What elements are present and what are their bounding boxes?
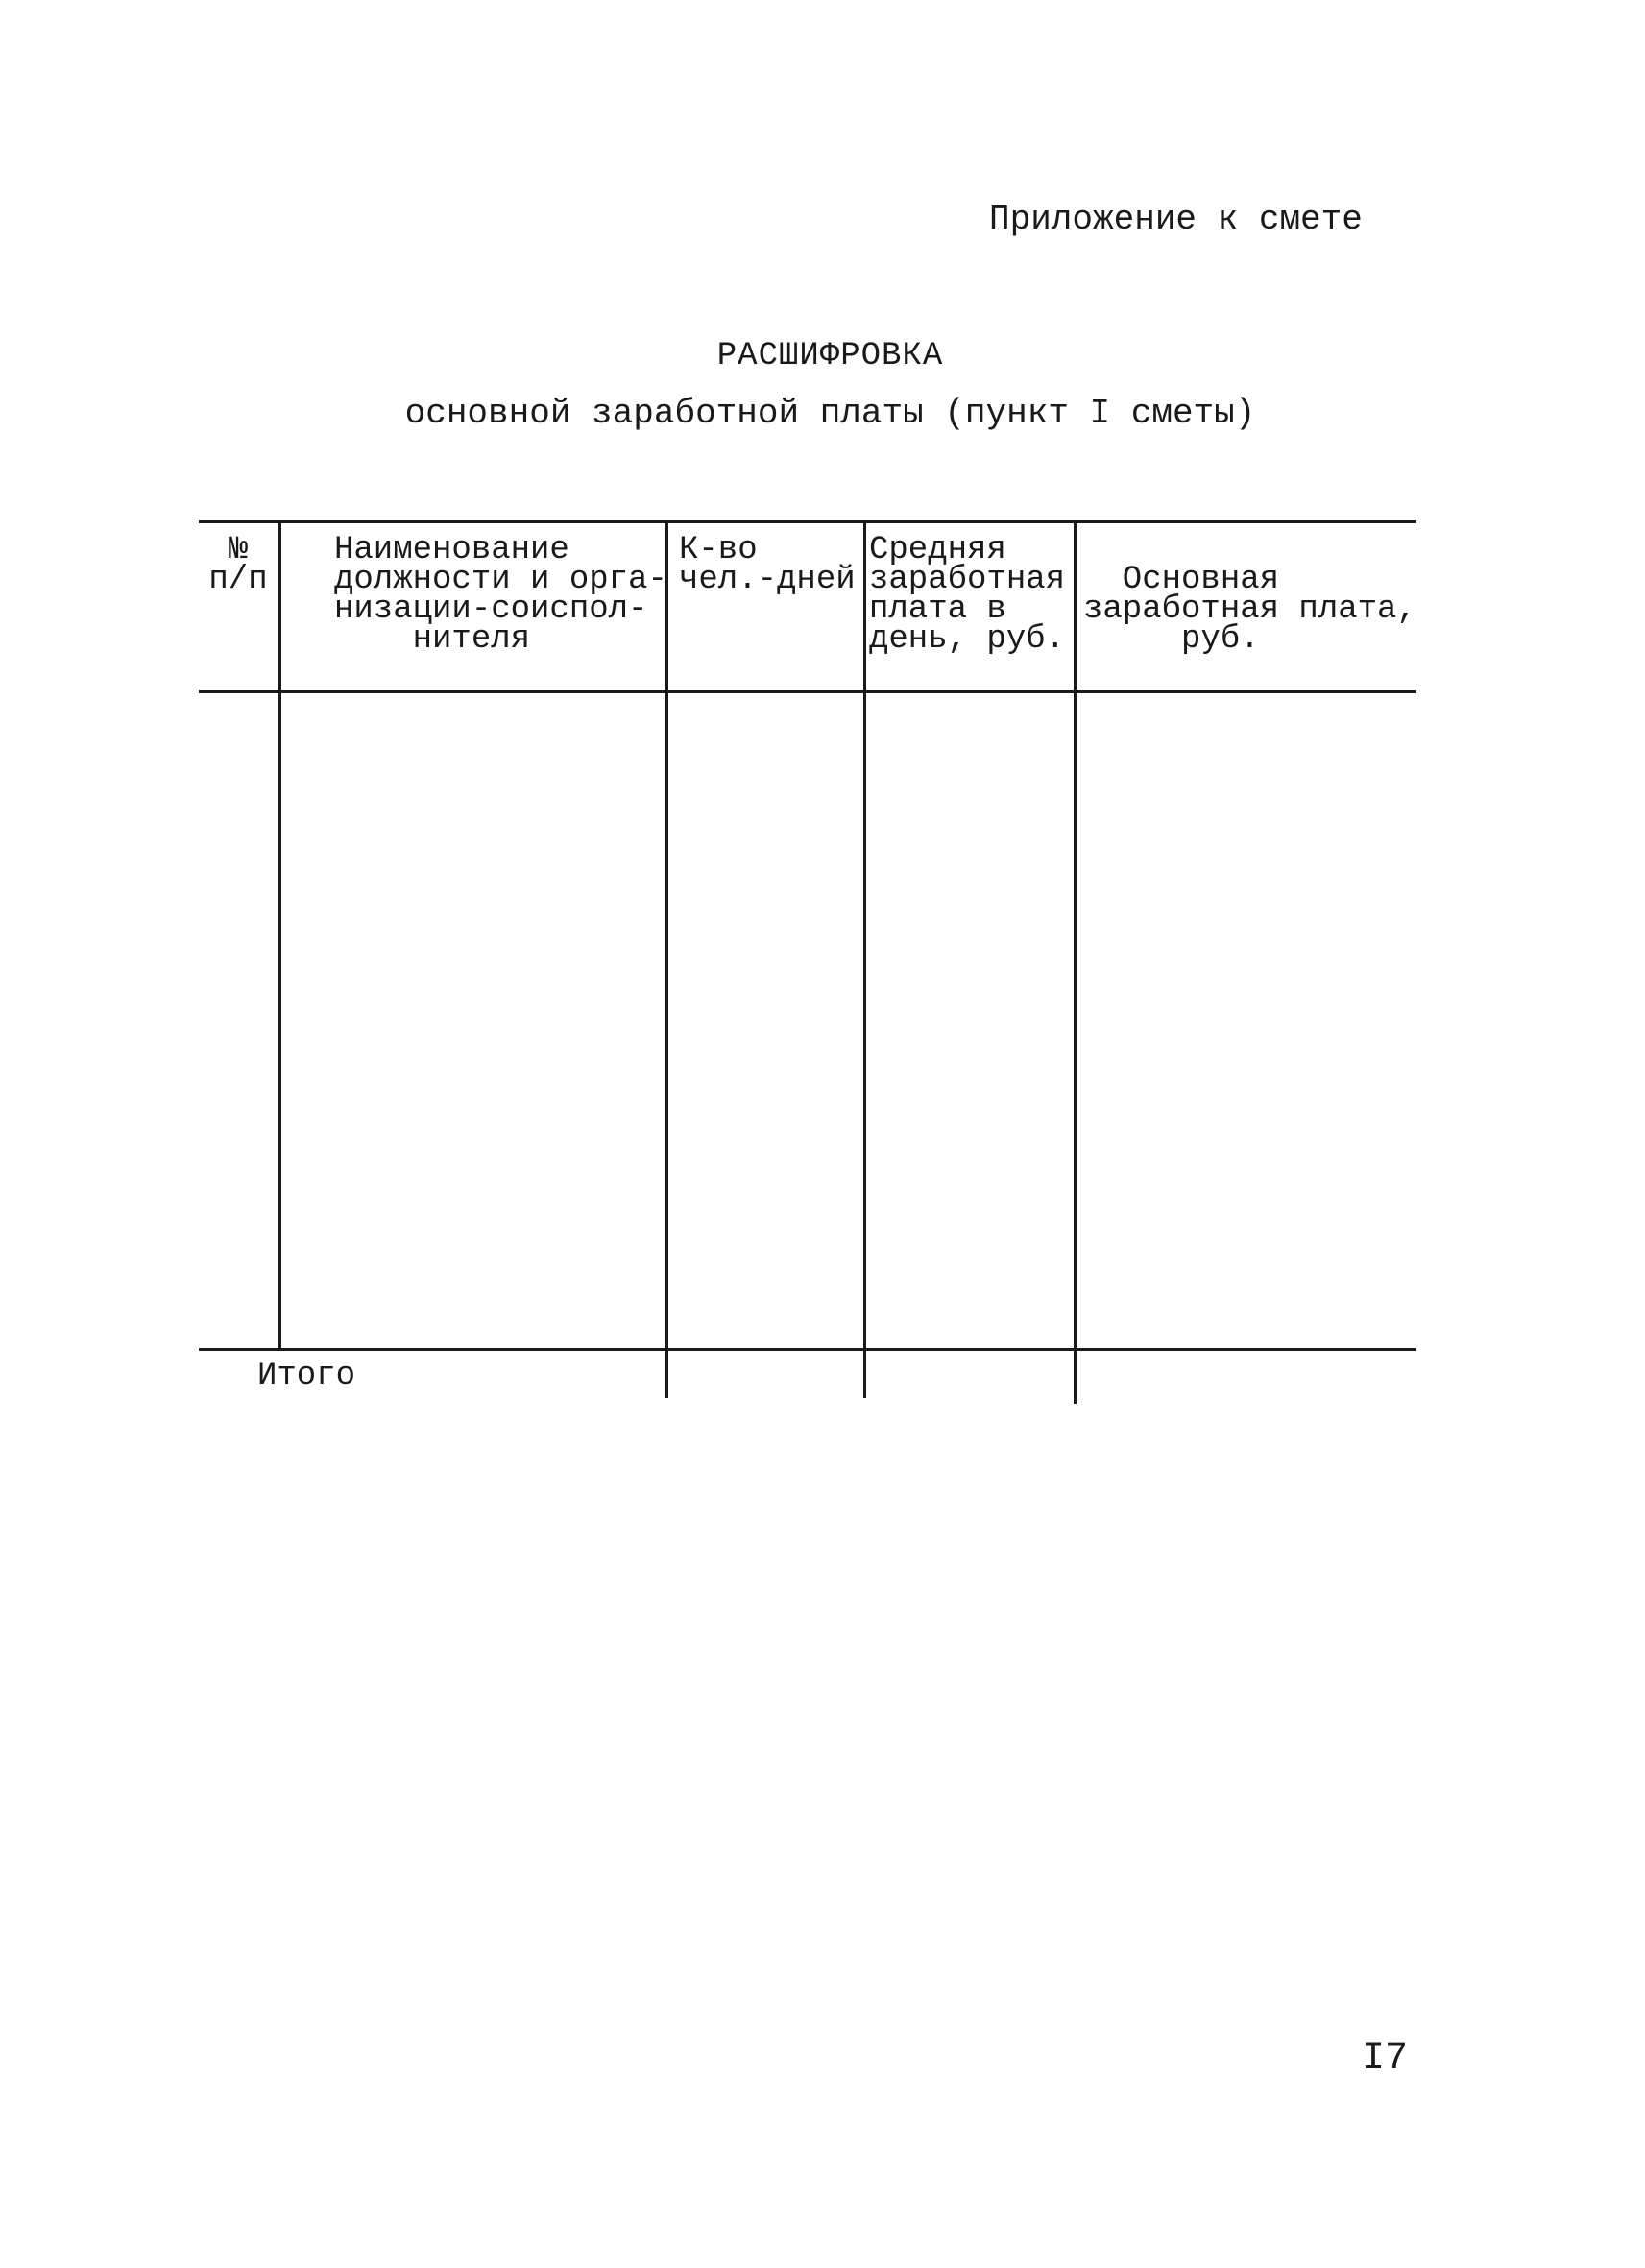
header-number: № п/п xyxy=(208,532,268,598)
header-base-salary: Основная заработная плата, руб. xyxy=(1083,562,1416,658)
page-number: I7 xyxy=(1362,2038,1409,2081)
header-person-days: К-во чел.-дней xyxy=(679,532,856,598)
document-title: РАСШИФРОВКА xyxy=(716,338,944,374)
annex-label: Приложение к смете xyxy=(989,200,1363,239)
col-divider-3 xyxy=(863,520,866,1398)
header-bottom-border xyxy=(199,690,1416,693)
header-position-name: Наименование должности и орга- низации-соиспол- нителя xyxy=(334,532,667,658)
total-label: Итого xyxy=(257,1358,356,1394)
col-divider-4 xyxy=(1074,520,1077,1404)
body-bottom-border xyxy=(199,1348,1416,1351)
header-daily-wage: Средняя заработная плата в день, руб. xyxy=(869,532,1066,658)
table-top-border xyxy=(199,520,1416,523)
document-subtitle: основной заработной платы (пункт I сметы) xyxy=(404,394,1256,433)
col-divider-1 xyxy=(278,520,281,1350)
